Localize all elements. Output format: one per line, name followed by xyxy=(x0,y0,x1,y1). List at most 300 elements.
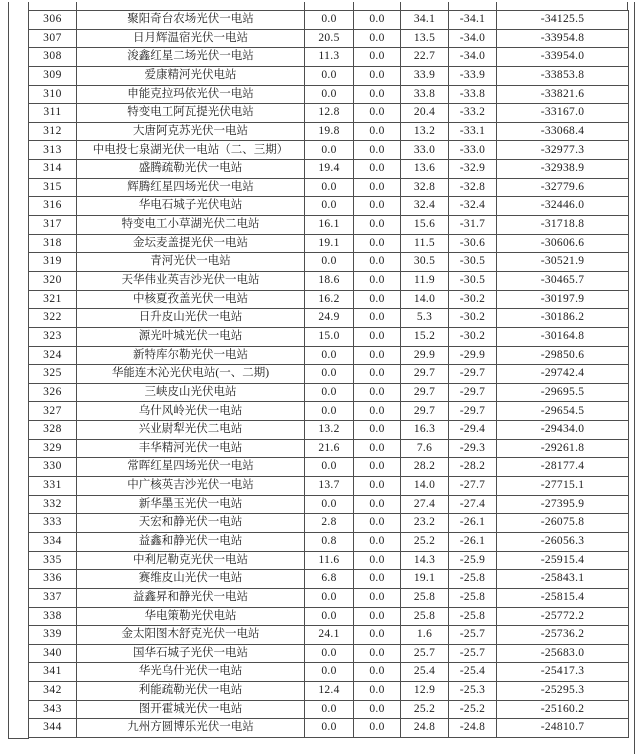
table-row xyxy=(29,402,629,421)
row-number-cell: 341 xyxy=(29,663,77,682)
value-cell-2: 0.0 xyxy=(354,66,401,85)
value-cell-3: 1.6 xyxy=(401,626,449,645)
value-cell-1: 6.8 xyxy=(305,570,354,589)
value-cell-4: -34.0 xyxy=(449,48,497,67)
value-cell-1: 24.9 xyxy=(305,309,354,328)
table-row xyxy=(29,160,629,179)
table-row xyxy=(29,477,629,496)
value-cell-4: -31.7 xyxy=(449,216,497,235)
value-cell-3: 15.6 xyxy=(401,216,449,235)
table-row xyxy=(29,588,629,607)
value-cell-2: 0.0 xyxy=(354,495,401,514)
value-cell-4: -34.0 xyxy=(449,29,497,48)
value-cell-5: -33954.0 xyxy=(497,48,629,67)
value-cell-1: 18.6 xyxy=(305,271,354,290)
value-cell-4: -30.6 xyxy=(449,234,497,253)
value-cell-4: -29.3 xyxy=(449,439,497,458)
value-cell-1: 19.4 xyxy=(305,160,354,179)
value-cell-5: -33954.8 xyxy=(497,29,629,48)
value-cell-1: 13.2 xyxy=(305,421,354,440)
value-cell-4: -33.2 xyxy=(449,104,497,123)
value-cell-2: 0.0 xyxy=(354,532,401,551)
value-cell-4: -25.7 xyxy=(449,644,497,663)
row-number-cell: 323 xyxy=(29,327,77,346)
station-name-cell: 天华伟业英吉沙光伏一电站 xyxy=(77,271,305,290)
row-number-cell: 306 xyxy=(29,11,77,30)
value-cell-5: -32938.9 xyxy=(497,160,629,179)
station-name-cell: 中核夏孜盖光伏一电站 xyxy=(77,290,305,309)
value-cell-2: 0.0 xyxy=(354,719,401,738)
row-number-cell: 322 xyxy=(29,309,77,328)
row-number-cell: 337 xyxy=(29,588,77,607)
station-name-cell: 中电投七泉湖光伏一电站（二、三期） xyxy=(77,141,305,160)
table-row xyxy=(29,514,629,533)
value-cell-3: 33.0 xyxy=(401,141,449,160)
table-row xyxy=(29,682,629,701)
table-row xyxy=(29,216,629,235)
value-cell-5: -25843.1 xyxy=(497,570,629,589)
value-cell-4: -26.1 xyxy=(449,514,497,533)
value-cell-4: -24.8 xyxy=(449,719,497,738)
row-number-cell: 307 xyxy=(29,29,77,48)
station-name-cell: 华能连木沁光伏电站(一、二期) xyxy=(77,365,305,384)
value-cell-3: 29.7 xyxy=(401,365,449,384)
value-cell-5: -25915.4 xyxy=(497,551,629,570)
value-cell-3: 11.5 xyxy=(401,234,449,253)
value-cell-2: 0.0 xyxy=(354,85,401,104)
value-cell-4: -29.7 xyxy=(449,365,497,384)
row-number-cell: 340 xyxy=(29,644,77,663)
value-cell-5: -33068.4 xyxy=(497,122,629,141)
value-cell-4: -30.2 xyxy=(449,309,497,328)
value-cell-2: 0.0 xyxy=(354,141,401,160)
value-cell-1: 0.0 xyxy=(305,700,354,719)
value-cell-2: 0.0 xyxy=(354,48,401,67)
value-cell-3: 30.5 xyxy=(401,253,449,272)
value-cell-1: 11.6 xyxy=(305,551,354,570)
value-cell-3: 32.8 xyxy=(401,178,449,197)
station-name-cell: 天宏和静光伏一电站 xyxy=(77,514,305,533)
value-cell-4: -29.9 xyxy=(449,346,497,365)
table-row xyxy=(29,234,629,253)
value-cell-2: 0.0 xyxy=(354,402,401,421)
table-row xyxy=(29,607,629,626)
value-cell-4: -25.8 xyxy=(449,570,497,589)
value-cell-1: 0.0 xyxy=(305,719,354,738)
value-cell-5: -28177.4 xyxy=(497,458,629,477)
table-row xyxy=(29,365,629,384)
value-cell-4: -27.4 xyxy=(449,495,497,514)
table-row xyxy=(29,719,629,738)
table-row xyxy=(29,532,629,551)
value-cell-5: -26056.3 xyxy=(497,532,629,551)
table-row xyxy=(29,700,629,719)
station-name-cell: 华光乌什光伏一电站 xyxy=(77,663,305,682)
row-number-cell: 335 xyxy=(29,551,77,570)
value-cell-1: 0.0 xyxy=(305,495,354,514)
value-cell-2: 0.0 xyxy=(354,104,401,123)
value-cell-5: -33853.8 xyxy=(497,66,629,85)
value-cell-3: 13.2 xyxy=(401,122,449,141)
table-row xyxy=(29,626,629,645)
table-row xyxy=(29,66,629,85)
row-number-cell: 330 xyxy=(29,458,77,477)
row-number-cell: 315 xyxy=(29,178,77,197)
station-name-cell: 特变电工阿瓦提光伏电站 xyxy=(77,104,305,123)
value-cell-1: 0.0 xyxy=(305,178,354,197)
value-cell-2: 0.0 xyxy=(354,29,401,48)
value-cell-5: -32446.0 xyxy=(497,197,629,216)
table-row xyxy=(29,197,629,216)
value-cell-5: -30606.6 xyxy=(497,234,629,253)
value-cell-1: 0.0 xyxy=(305,458,354,477)
value-cell-3: 12.9 xyxy=(401,682,449,701)
value-cell-4: -25.8 xyxy=(449,588,497,607)
value-cell-2: 0.0 xyxy=(354,11,401,30)
left-merged-empty-cell xyxy=(8,2,29,739)
value-cell-3: 29.9 xyxy=(401,346,449,365)
row-number-cell: 334 xyxy=(29,532,77,551)
value-cell-1: 0.0 xyxy=(305,85,354,104)
value-cell-2: 0.0 xyxy=(354,197,401,216)
value-cell-5: -25160.2 xyxy=(497,700,629,719)
value-cell-1: 20.5 xyxy=(305,29,354,48)
value-cell-2: 0.0 xyxy=(354,122,401,141)
row-number-cell: 318 xyxy=(29,234,77,253)
value-cell-1: 12.8 xyxy=(305,104,354,123)
value-cell-2: 0.0 xyxy=(354,346,401,365)
value-cell-5: -30521.9 xyxy=(497,253,629,272)
value-cell-1: 0.0 xyxy=(305,383,354,402)
value-cell-3: 7.6 xyxy=(401,439,449,458)
station-name-cell: 华电策勒光伏电站 xyxy=(77,607,305,626)
value-cell-4: -30.2 xyxy=(449,327,497,346)
value-cell-4: -30.5 xyxy=(449,271,497,290)
table-row xyxy=(29,421,629,440)
value-cell-1: 21.6 xyxy=(305,439,354,458)
station-name-cell: 九州方圆博乐光伏一电站 xyxy=(77,719,305,738)
table-row xyxy=(29,570,629,589)
station-name-cell: 华电石城子光伏电站 xyxy=(77,197,305,216)
value-cell-1: 0.0 xyxy=(305,588,354,607)
value-cell-3: 25.2 xyxy=(401,532,449,551)
value-cell-4: -33.8 xyxy=(449,85,497,104)
row-number-cell: 311 xyxy=(29,104,77,123)
value-cell-4: -34.1 xyxy=(449,11,497,30)
row-number-cell: 309 xyxy=(29,66,77,85)
value-cell-3: 16.3 xyxy=(401,421,449,440)
row-number-cell: 331 xyxy=(29,477,77,496)
value-cell-1: 0.0 xyxy=(305,11,354,30)
value-cell-3: 25.8 xyxy=(401,607,449,626)
value-cell-2: 0.0 xyxy=(354,234,401,253)
row-number-cell: 333 xyxy=(29,514,77,533)
row-number-cell: 344 xyxy=(29,719,77,738)
value-cell-3: 29.7 xyxy=(401,402,449,421)
table-row xyxy=(29,253,629,272)
station-name-cell: 申能克拉玛依光伏一电站 xyxy=(77,85,305,104)
station-name-cell: 兴业尉犁光伏二电站 xyxy=(77,421,305,440)
station-name-cell: 新华墨玉光伏一电站 xyxy=(77,495,305,514)
station-name-cell: 中利尼勒克光伏一电站 xyxy=(77,551,305,570)
value-cell-5: -26075.8 xyxy=(497,514,629,533)
value-cell-2: 0.0 xyxy=(354,570,401,589)
table-row xyxy=(29,644,629,663)
value-cell-4: -32.4 xyxy=(449,197,497,216)
value-cell-2: 0.0 xyxy=(354,290,401,309)
value-cell-5: -29261.8 xyxy=(497,439,629,458)
value-cell-3: 25.2 xyxy=(401,700,449,719)
value-cell-4: -25.3 xyxy=(449,682,497,701)
value-cell-2: 0.0 xyxy=(354,458,401,477)
station-name-cell: 青河光伏一电站 xyxy=(77,253,305,272)
value-cell-2: 0.0 xyxy=(354,160,401,179)
row-number-cell: 313 xyxy=(29,141,77,160)
row-number-cell: 327 xyxy=(29,402,77,421)
station-name-cell: 新特库尔勒光伏一电站 xyxy=(77,346,305,365)
value-cell-1: 11.3 xyxy=(305,48,354,67)
table-row xyxy=(29,271,629,290)
value-cell-4: -26.1 xyxy=(449,532,497,551)
value-cell-5: -24810.7 xyxy=(497,719,629,738)
value-cell-5: -33821.6 xyxy=(497,85,629,104)
station-name-cell: 辉腾红星四场光伏一电站 xyxy=(77,178,305,197)
value-cell-4: -30.2 xyxy=(449,290,497,309)
row-number-cell: 329 xyxy=(29,439,77,458)
value-cell-3: 25.7 xyxy=(401,644,449,663)
station-name-cell: 特变电工小草湖光伏二电站 xyxy=(77,216,305,235)
value-cell-5: -29695.5 xyxy=(497,383,629,402)
value-cell-1: 13.7 xyxy=(305,477,354,496)
row-number-cell: 320 xyxy=(29,271,77,290)
table-row xyxy=(29,495,629,514)
value-cell-1: 19.8 xyxy=(305,122,354,141)
value-cell-5: -29850.6 xyxy=(497,346,629,365)
table-body xyxy=(29,11,629,738)
value-cell-4: -32.8 xyxy=(449,178,497,197)
value-cell-4: -25.7 xyxy=(449,626,497,645)
value-cell-4: -33.1 xyxy=(449,122,497,141)
table-row xyxy=(29,346,629,365)
value-cell-2: 0.0 xyxy=(354,682,401,701)
value-cell-2: 0.0 xyxy=(354,365,401,384)
value-cell-1: 16.2 xyxy=(305,290,354,309)
station-name-cell: 益鑫和静光伏一电站 xyxy=(77,532,305,551)
value-cell-1: 0.0 xyxy=(305,644,354,663)
table-row xyxy=(29,11,629,30)
value-cell-3: 29.7 xyxy=(401,383,449,402)
station-name-cell: 源光叶城光伏一电站 xyxy=(77,327,305,346)
value-cell-2: 0.0 xyxy=(354,309,401,328)
station-name-cell: 聚阳奇台农场光伏一电站 xyxy=(77,11,305,30)
value-cell-4: -25.8 xyxy=(449,607,497,626)
station-name-cell: 爱康精河光伏电站 xyxy=(77,66,305,85)
station-name-cell: 乌什风岭光伏一电站 xyxy=(77,402,305,421)
row-number-cell: 319 xyxy=(29,253,77,272)
value-cell-4: -29.7 xyxy=(449,402,497,421)
station-name-cell: 中广核英吉沙光伏一电站 xyxy=(77,477,305,496)
value-cell-2: 0.0 xyxy=(354,216,401,235)
value-cell-5: -30186.2 xyxy=(497,309,629,328)
value-cell-5: -30465.7 xyxy=(497,271,629,290)
station-name-cell: 大唐阿克苏光伏一电站 xyxy=(77,122,305,141)
table-row xyxy=(29,104,629,123)
value-cell-1: 0.0 xyxy=(305,197,354,216)
row-number-cell: 325 xyxy=(29,365,77,384)
value-cell-3: 15.2 xyxy=(401,327,449,346)
value-cell-3: 14.3 xyxy=(401,551,449,570)
value-cell-2: 0.0 xyxy=(354,477,401,496)
value-cell-3: 13.6 xyxy=(401,160,449,179)
station-name-cell: 盛腾疏勒光伏一电站 xyxy=(77,160,305,179)
row-number-cell: 324 xyxy=(29,346,77,365)
value-cell-1: 0.0 xyxy=(305,66,354,85)
value-cell-5: -25683.0 xyxy=(497,644,629,663)
value-cell-2: 0.0 xyxy=(354,700,401,719)
station-name-cell: 益鑫昇和静光伏一电站 xyxy=(77,588,305,607)
value-cell-3: 13.5 xyxy=(401,29,449,48)
value-cell-2: 0.0 xyxy=(354,178,401,197)
value-cell-5: -25295.3 xyxy=(497,682,629,701)
table-row xyxy=(29,439,629,458)
value-cell-4: -33.9 xyxy=(449,66,497,85)
row-number-cell: 321 xyxy=(29,290,77,309)
table-row xyxy=(29,663,629,682)
value-cell-2: 0.0 xyxy=(354,253,401,272)
value-cell-3: 32.4 xyxy=(401,197,449,216)
value-cell-1: 0.0 xyxy=(305,402,354,421)
value-cell-1: 19.1 xyxy=(305,234,354,253)
value-cell-5: -25417.3 xyxy=(497,663,629,682)
value-cell-5: -25736.2 xyxy=(497,626,629,645)
value-cell-5: -29434.0 xyxy=(497,421,629,440)
value-cell-4: -25.2 xyxy=(449,700,497,719)
table-row xyxy=(29,178,629,197)
station-name-cell: 金坛麦盖提光伏一电站 xyxy=(77,234,305,253)
value-cell-2: 0.0 xyxy=(354,439,401,458)
station-name-cell: 金太阳图木舒克光伏一电站 xyxy=(77,626,305,645)
table-row xyxy=(29,551,629,570)
station-name-cell: 图开霍城光伏一电站 xyxy=(77,700,305,719)
station-name-cell: 常晖红星四场光伏一电站 xyxy=(77,458,305,477)
value-cell-3: 5.3 xyxy=(401,309,449,328)
table-row xyxy=(29,85,629,104)
value-cell-3: 11.9 xyxy=(401,271,449,290)
value-cell-5: -30164.8 xyxy=(497,327,629,346)
value-cell-3: 27.4 xyxy=(401,495,449,514)
value-cell-4: -25.9 xyxy=(449,551,497,570)
value-cell-2: 0.0 xyxy=(354,421,401,440)
value-cell-2: 0.0 xyxy=(354,514,401,533)
value-cell-5: -32779.6 xyxy=(497,178,629,197)
row-number-cell: 332 xyxy=(29,495,77,514)
row-number-cell: 312 xyxy=(29,122,77,141)
value-cell-1: 16.1 xyxy=(305,216,354,235)
value-cell-3: 22.7 xyxy=(401,48,449,67)
station-data-table xyxy=(28,10,629,738)
value-cell-3: 33.8 xyxy=(401,85,449,104)
table-row xyxy=(29,48,629,67)
value-cell-4: -32.9 xyxy=(449,160,497,179)
value-cell-5: -33167.0 xyxy=(497,104,629,123)
value-cell-1: 0.0 xyxy=(305,141,354,160)
value-cell-4: -29.4 xyxy=(449,421,497,440)
value-cell-1: 0.0 xyxy=(305,253,354,272)
value-cell-1: 2.8 xyxy=(305,514,354,533)
value-cell-3: 25.8 xyxy=(401,588,449,607)
row-number-cell: 316 xyxy=(29,197,77,216)
value-cell-4: -27.7 xyxy=(449,477,497,496)
value-cell-2: 0.0 xyxy=(354,271,401,290)
value-cell-3: 25.4 xyxy=(401,663,449,682)
value-cell-3: 19.1 xyxy=(401,570,449,589)
value-cell-1: 0.0 xyxy=(305,365,354,384)
value-cell-3: 14.0 xyxy=(401,477,449,496)
table-row xyxy=(29,327,629,346)
value-cell-5: -30197.9 xyxy=(497,290,629,309)
table-row xyxy=(29,290,629,309)
row-number-cell: 317 xyxy=(29,216,77,235)
value-cell-1: 0.0 xyxy=(305,663,354,682)
value-cell-2: 0.0 xyxy=(354,383,401,402)
value-cell-1: 24.1 xyxy=(305,626,354,645)
value-cell-5: -27395.9 xyxy=(497,495,629,514)
row-number-cell: 343 xyxy=(29,700,77,719)
row-number-cell: 308 xyxy=(29,48,77,67)
value-cell-5: -34125.5 xyxy=(497,11,629,30)
value-cell-1: 0.0 xyxy=(305,607,354,626)
value-cell-5: -31718.8 xyxy=(497,216,629,235)
value-cell-5: -32977.3 xyxy=(497,141,629,160)
value-cell-4: -28.2 xyxy=(449,458,497,477)
row-number-cell: 342 xyxy=(29,682,77,701)
value-cell-3: 23.2 xyxy=(401,514,449,533)
value-cell-2: 0.0 xyxy=(354,626,401,645)
table-row xyxy=(29,122,629,141)
value-cell-5: -25772.2 xyxy=(497,607,629,626)
row-number-cell: 326 xyxy=(29,383,77,402)
row-number-cell: 310 xyxy=(29,85,77,104)
value-cell-5: -29654.5 xyxy=(497,402,629,421)
value-cell-3: 20.4 xyxy=(401,104,449,123)
value-cell-3: 28.2 xyxy=(401,458,449,477)
station-name-cell: 赛维皮山光伏一电站 xyxy=(77,570,305,589)
value-cell-2: 0.0 xyxy=(354,644,401,663)
value-cell-2: 0.0 xyxy=(354,551,401,570)
table-row xyxy=(29,141,629,160)
value-cell-4: -33.0 xyxy=(449,141,497,160)
value-cell-3: 14.0 xyxy=(401,290,449,309)
row-number-cell: 336 xyxy=(29,570,77,589)
value-cell-5: -27715.1 xyxy=(497,477,629,496)
value-cell-4: -25.4 xyxy=(449,663,497,682)
value-cell-3: 24.8 xyxy=(401,719,449,738)
table-row xyxy=(29,458,629,477)
value-cell-5: -29742.4 xyxy=(497,365,629,384)
station-name-cell: 丰华精河光伏一电站 xyxy=(77,439,305,458)
value-cell-1: 15.0 xyxy=(305,327,354,346)
value-cell-2: 0.0 xyxy=(354,588,401,607)
page-frame-right-border xyxy=(634,2,635,754)
row-number-cell: 339 xyxy=(29,626,77,645)
value-cell-2: 0.0 xyxy=(354,663,401,682)
value-cell-5: -25815.4 xyxy=(497,588,629,607)
value-cell-2: 0.0 xyxy=(354,607,401,626)
value-cell-1: 0.0 xyxy=(305,346,354,365)
row-number-cell: 314 xyxy=(29,160,77,179)
station-name-cell: 浚鑫红星二场光伏一电站 xyxy=(77,48,305,67)
value-cell-3: 33.9 xyxy=(401,66,449,85)
